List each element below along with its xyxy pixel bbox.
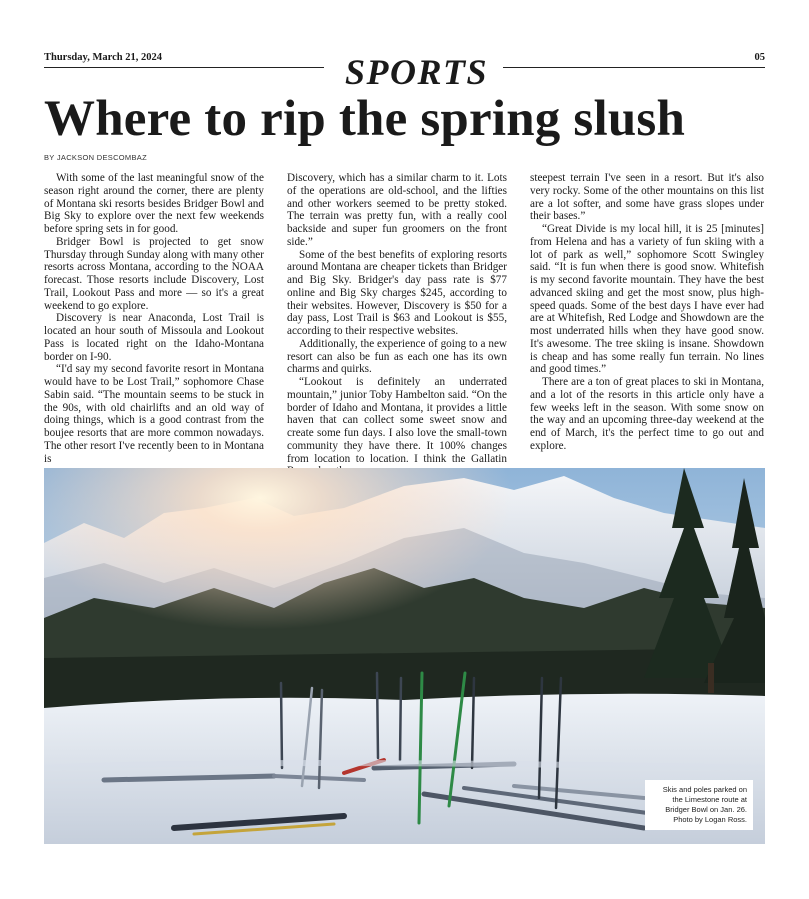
article-column-3 [530, 172, 764, 453]
article-column-1 [44, 172, 264, 465]
paragraph-continued: Discovery, which has a similar charm to it. Lots of the operations are old-school, and the lifties and other workers seemed to be pretty stoked. The terrain was pretty fun, with a really cool backside and super fun groomers on the front side.” [287, 172, 507, 248]
headline: Where to rip the spring slush [44, 91, 686, 147]
header-rule-left [44, 67, 324, 68]
paragraph: “Lookout is definitely an underrated mountain,” junior Toby Hambelton said. “On the border of Idaho and Montana, it provides a little haven that can collect some sweet snow and create some fun days. I also love the small-town community they have there. It 100% changes from location to location. I think the Gallatin [287, 376, 507, 465]
paragraph: “I'd say my second favorite resort in Montana would have to be Lost Trail,” sophomore Chase Sabin said. “The mountain seems to be stuck in the 90s, with old chairlifts and an old way of doing things, which is a good contrast from the boujee resorts that are more common nowadays. The other resort I've recently been to in Montana is [44, 363, 264, 465]
paragraph: There are a ton of great places to ski in Montana, and a lot of the resorts in this article only have a few weeks left in the season. With some snow on the way and an upcoming three-day weekend at the end of March, it's the perfect time to go out and explore. [530, 376, 764, 452]
paragraph: “Great Divide is my local hill, it is 25 [minutes] from Helena and has a variety of fun skiing with a lot of park as well,” sophomore Scott Swingley said. “It is fun when there is good snow. Whitefish is my second favorite mountain. They have the best advanced skiing and get the most snow, plus high-speed quads. Some of the best days I have ever had are at Whitefish, Red Lodge and Showdown are the most underrated hills when they have good snow. It's awesome. The tree skiing is insane. Showdown is cheap and has some really fun terrain. No lines and good times.” [530, 223, 764, 376]
photo-caption: Skis and poles parked on the Limestone route at Bridger Bowl on Jan. 26. Photo by Logan Ross. [645, 780, 753, 830]
page-number: 05 [754, 52, 765, 63]
paragraph: Some of the best benefits of exploring resorts around Montana are cheaper tickets than Bridger and Big Sky. Bridger's day pass rate is $77 online and Big Sky charges $245, according to their websites. However, Discovery is $50 for a day pass, Lost Trail is $63 and Lookout is $55, according to their respective websites. [287, 248, 507, 337]
article-body [44, 172, 765, 465]
article-column-2 [287, 172, 507, 478]
header-rule-right [503, 67, 765, 68]
paragraph: Discovery is near Anaconda, Lost Trail is located an hour south of Missoula and Lookout Pass is located right on the Idaho-Montana border on I-90. [44, 312, 264, 363]
ski-slope-photo [44, 468, 765, 844]
paragraph: Additionally, the experience of going to a new resort can also be fun as each one has its own charms and quirks. [287, 337, 507, 376]
paragraph: Bridger Bowl is projected to get snow Thursday through Sunday along with many other resorts across Montana, according to the NOAA forecast. Those resorts include Discovery, Lost Trail, Lookout Pass and more — so it's a great weekend to go explore. [44, 235, 264, 312]
issue-date: Thursday, March 21, 2024 [44, 52, 162, 63]
byline: BY JACKSON DESCOMBAZ [44, 153, 147, 162]
section-title: SPORTS [344, 52, 489, 92]
paragraph-continued: steepest terrain I've seen in a resort. But it's also very rocky. Some of the other mountains on this list are a lot softer, and some have grass slopes under their bases.” [530, 172, 764, 223]
paragraph: With some of the last meaningful snow of the season right around the corner, there are plenty of Montana ski resorts besides Bridger Bowl and Big Sky to explore over the next few weekends before spring sets in for good. [44, 172, 264, 235]
page-header [44, 48, 765, 92]
